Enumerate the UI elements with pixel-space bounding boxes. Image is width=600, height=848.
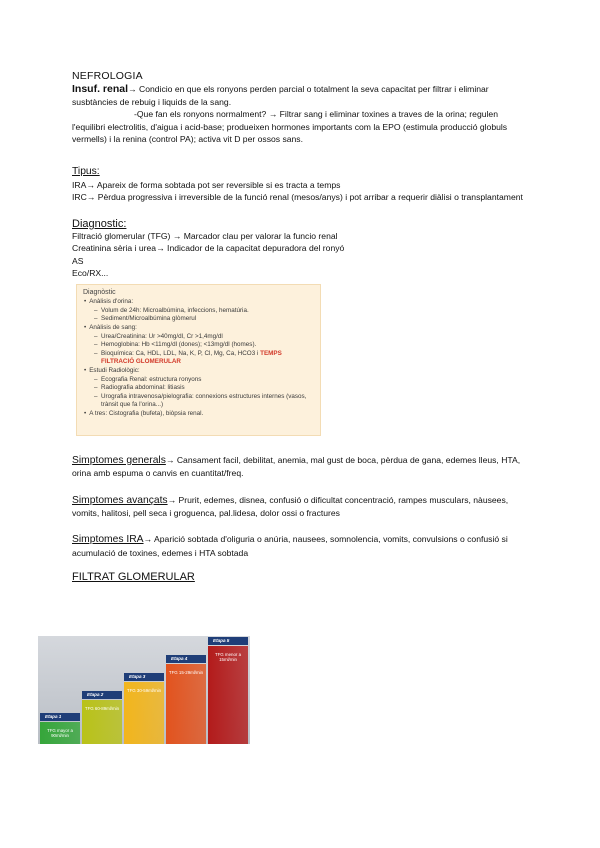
gfr-stage-label: Etapa 1 — [40, 713, 80, 721]
gfr-stage-1 — [40, 722, 80, 744]
gfr-stage-label: Etapa 2 — [82, 691, 122, 699]
gfr-stage-text: TFG 30-59ml/min — [126, 688, 162, 693]
gfr-stage-text: TFG 60-89ml/min — [84, 706, 120, 711]
gfr-stage-5 — [208, 646, 248, 744]
gfr-stage-text: TFG 15-29ml/min — [168, 670, 204, 675]
diag-bioquimica: Bioquímica: Ca, HDL, LDL, Na, K, P, Cl, Mg, Ca, HCO3 i — [101, 349, 259, 357]
tipus-section — [72, 165, 532, 203]
diag-subitem: – Radiografia abdominal: litiasis — [91, 384, 314, 393]
tipus-ira: IRA→ Apareix de forma sobtada pot ser reversible si es tracta a temps — [72, 179, 341, 190]
diag-red-filtracio: FILTRACIÓ GLOMERULAR — [101, 358, 181, 366]
gfr-stage-label: Etapa 4 — [166, 655, 206, 663]
diagnostic-line-1: Filtració glomerular (TFG) → Marcador clau per valorar la funcio renal — [72, 231, 338, 242]
diagnostic-line-2: Creatinina sèria i urea→ Indicador de la capacitat depuradora del ronyó — [72, 243, 345, 254]
diag-item-altres: • A tres: Cistografia (bufeta), biòpsia renal. — [91, 410, 314, 419]
simptomes-generals-text: → Cansament facil, debilitat, anemia, mal gust de boca, pèrdua de gana, edemes lleus, HTA, orina amb espuma o canvis en cuantitat/freq. — [72, 454, 521, 479]
gfr-stage-label: Etapa 5 — [208, 637, 248, 645]
diagnostic-line-4: Eco/RX... — [72, 268, 109, 279]
filtrat-heading: FILTRAT GLOMERULAR — [72, 571, 195, 584]
gfr-stage-text: TFG menor a 15ml/min — [214, 652, 242, 663]
diagnostic-box-image — [76, 284, 321, 436]
diagnostic-heading: Diagnostic: — [72, 217, 127, 230]
simptomes-ira-section — [72, 533, 532, 559]
document-page — [72, 70, 532, 584]
simptomes-ira-text: → Aparició sobtada d'oliguria o anúria, nausees, somnolencia, vomits, convulsions o confusió si acumulació de toxines, edemes i HTA sobtada — [72, 534, 508, 558]
diag-subitem — [91, 350, 314, 367]
simptomes-avancats-heading: Simptomes avançats — [72, 494, 168, 506]
gfr-stages-image — [38, 636, 250, 744]
insuf-term: Insuf. renal — [72, 83, 129, 96]
diagnostic-section — [72, 218, 532, 436]
tipus-irc: IRC→ Pèrdua progressiva i irreversible de la funció renal (mesos/anys) i pot arribar a requerir diàlisi o transplantament — [72, 192, 523, 203]
diagnostic-line-3: AS — [72, 255, 84, 266]
gfr-stage-4 — [166, 664, 206, 744]
diag-subitem: – Hemoglobina: Hb <11mg/dl (dones); <13mg/dl (homes). — [91, 341, 314, 350]
diag-item-sang: • Anàlisis de sang: — [91, 324, 314, 333]
diag-red-temps: TEMPS — [260, 349, 282, 357]
diag-box-title: Diagnòstic — [83, 288, 116, 296]
simptomes-generals-heading: Simptomes generals — [72, 454, 166, 466]
insuf-definition: → Condicio en que els ronyons perden parcial o totalment la seva capacitat per filtrar i eliminar susbtàncies de rebuig i liquids de la sang. — [72, 84, 489, 107]
tipus-heading: Tipus: — [72, 166, 100, 178]
insuf-paragraph — [72, 83, 532, 108]
gfr-stage-3 — [124, 682, 164, 744]
diag-subitem: – Urografia intravenosa/pielografia: connexions estructures internes (vasos, trànsit que fa l'orina...) — [91, 393, 314, 410]
kidney-function-paragraph: -Que fan els ronyons normalment? → Filtrar sang i eliminar toxines a traves de la orina; regulen l'equilibri electrolitis, d'aigua i acid-base; produeixen hormones importants com la EPO (estimula producció globuls vermells) i la renina (control PA); activa vit D per ossos sans. — [72, 109, 508, 145]
simptomes-ira-heading: Simptomes IRA — [72, 534, 144, 546]
diag-subitem: – Urea/Creatinina: Ur >40mg/dl, Cr >1,4mg/dl — [91, 333, 314, 342]
gfr-stage-label: Etapa 3 — [124, 673, 164, 681]
gfr-stage-2 — [82, 700, 122, 744]
simptomes-avancats-text: → Prurit, edemes, disnea, confusió o dificultat concentració, rampes musculars, nàusees, vomits, halitosi, pell seca i groguenca, pal.lidesa, dolor ossi o fractures — [72, 494, 509, 518]
gfr-stage-text: TFG mayor a 90ml/min — [47, 728, 73, 739]
simptomes-avancats-section — [72, 494, 532, 520]
diag-subitem: – Volum de 24h: Microalbúmina, infeccions, hematúria. — [91, 307, 314, 316]
diag-subitem: – Sediment/Microalbúmina glòmerul — [91, 315, 314, 324]
diag-item-orina: • Anàlisis d'orina: — [91, 298, 314, 307]
page-title: NEFROLOGIA — [72, 70, 143, 82]
simptomes-generals-section — [72, 454, 532, 480]
diag-subitem: – Ecografia Renal: estructura ronyons — [91, 376, 314, 385]
diag-item-radiologic: • Estudi Radiològic: — [91, 367, 314, 376]
